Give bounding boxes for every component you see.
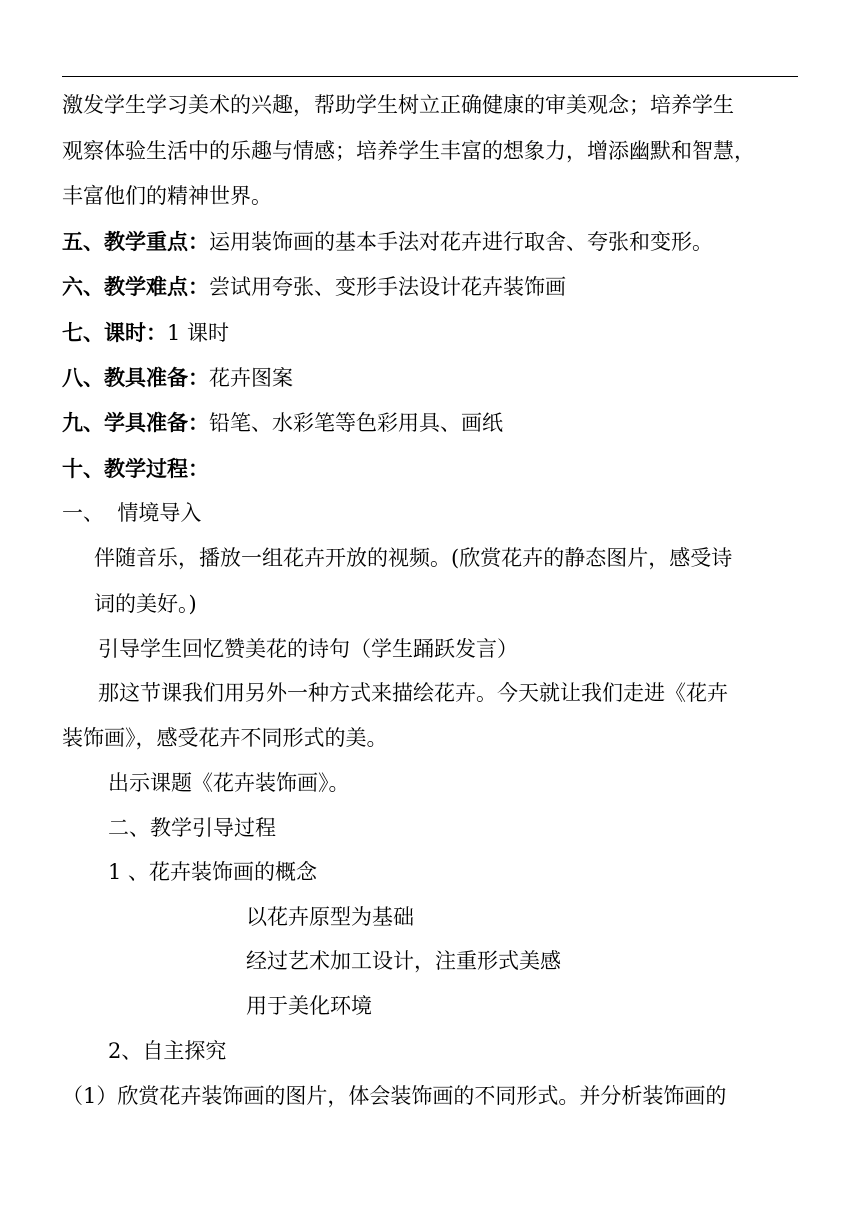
step2-title: 二、教学引导过程 — [108, 816, 276, 840]
intro-line: 激发学生学习美术的兴趣，帮助学生树立正确健康的审美观念；培养学生 — [62, 93, 734, 117]
header-rule — [62, 76, 798, 77]
section-teaching-aids — [62, 368, 293, 389]
section-heading: 五、教学重点： — [62, 230, 209, 254]
section-key-points — [62, 232, 713, 253]
section-class-hours — [62, 323, 229, 344]
explore-title: 2、自主探究 — [108, 1039, 227, 1063]
music-line: 伴随音乐，播放一组花卉开放的视频。(欣赏花卉的静态图片，感受诗 — [94, 546, 733, 570]
section-process — [62, 459, 209, 480]
section-heading: 七、课时： — [62, 321, 167, 345]
intro-line: 丰富他们的精神世界。 — [62, 184, 272, 208]
section-text: 尝试用夸张、变形手法设计花卉装饰画 — [209, 275, 566, 299]
concept-point: 用于美化环境 — [246, 994, 372, 1018]
section-heading: 十、教学过程： — [62, 457, 209, 481]
concept-point: 以花卉原型为基础 — [246, 905, 414, 929]
section-difficulties — [62, 277, 566, 298]
section-heading: 六、教学难点： — [62, 275, 209, 299]
topic-line: 出示课题《花卉装饰画》。 — [108, 771, 350, 795]
lesson-line: 装饰画》，感受花卉不同形式的美。 — [62, 726, 388, 750]
music-line: 词的美好。) — [94, 592, 197, 616]
poem-line: 引导学生回忆赞美花的诗句（学生踊跃发言） — [98, 637, 518, 661]
section-student-tools — [62, 413, 503, 434]
explore-line: （1）欣赏花卉装饰画的图片，体会装饰画的不同形式。并分析装饰画的 — [62, 1084, 727, 1108]
step1-title: 一、 情境导入 — [62, 501, 202, 525]
lesson-line: 那这节课我们用另外一种方式来描绘花卉。今天就让我们走进《花卉 — [98, 681, 728, 705]
section-text: 1 课时 — [167, 321, 230, 345]
concept-title: 1 、花卉装饰画的概念 — [108, 860, 318, 884]
intro-line: 观察体验生活中的乐趣与情感；培养学生丰富的想象力，增添幽默和智慧， — [62, 139, 755, 163]
section-text: 铅笔、水彩笔等色彩用具、画纸 — [209, 411, 503, 435]
section-heading: 八、教具准备： — [62, 366, 209, 390]
concept-point: 经过艺术加工设计，注重形式美感 — [246, 949, 561, 973]
section-text: 花卉图案 — [209, 366, 293, 390]
section-heading: 九、学具准备： — [62, 411, 209, 435]
section-text: 运用装饰画的基本手法对花卉进行取舍、夸张和变形。 — [209, 230, 713, 254]
